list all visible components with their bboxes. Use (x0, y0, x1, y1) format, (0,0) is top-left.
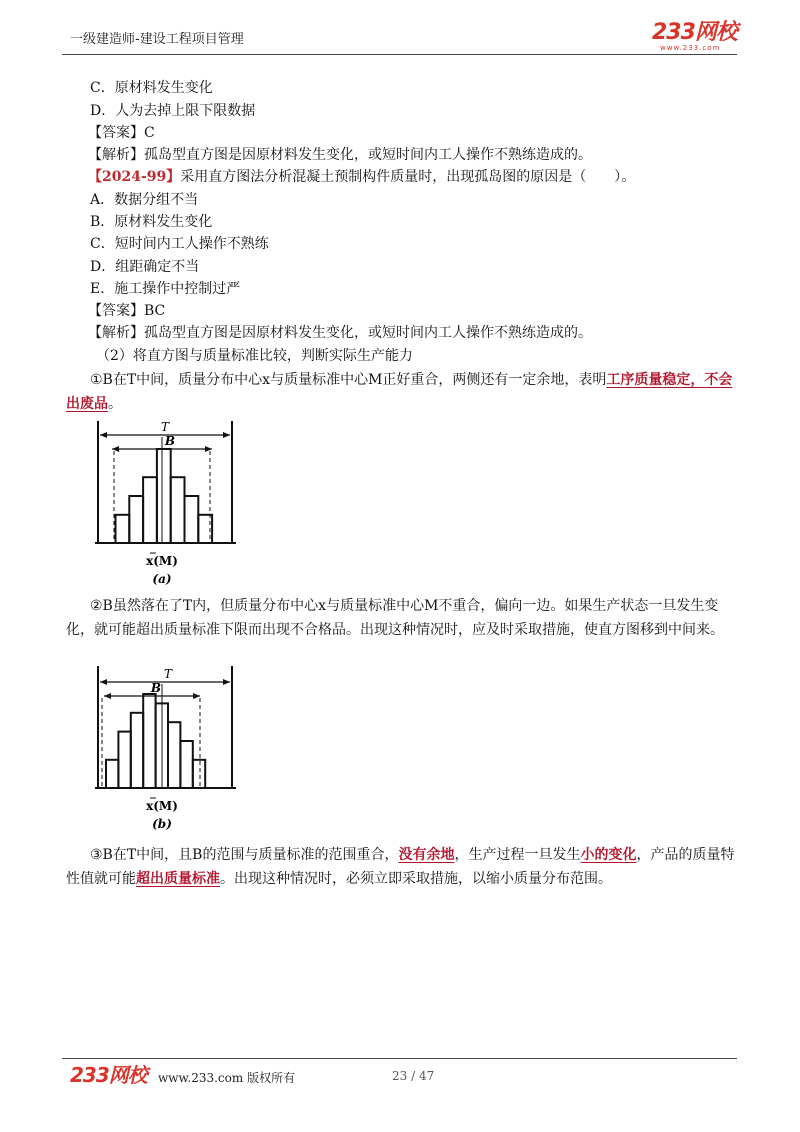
x-axis-label: x(M) (146, 554, 178, 568)
figure-caption-b: (b) (152, 817, 172, 831)
question-option-c: C．短时间内工人操作不熟练 (90, 236, 269, 252)
figure-caption-a: (a) (152, 572, 172, 586)
paragraph-3 (66, 843, 746, 891)
logo-url: www.233.com (660, 44, 721, 52)
histogram-bar (143, 694, 155, 788)
paragraph-3-text-3: ，产品的质量特性值就可能 (66, 847, 735, 887)
option-d: D．人为去掉上限下限数据 (90, 103, 256, 119)
question-option-b: B．原材料发生变化 (90, 214, 213, 230)
question-option-e: E．施工操作中控制过严 (90, 281, 241, 297)
paragraph-1 (66, 368, 746, 416)
paragraph-1-text: ①B在T中间，质量分布中心x与质量标准中心M正好重合，两侧还有一定余地，表明 (90, 372, 607, 388)
analysis-1: 【解析】孤岛型直方图是因原材料发生变化，或短时间内工人操作不熟练造成的。 (88, 147, 592, 163)
question-text: 采用直方图法分析混凝土预制构件质量时，出现孤岛图的原因是（ ）。 (180, 169, 636, 185)
x-axis-label: x(M) (146, 799, 178, 813)
paragraph-3-text-4: 。出现这种情况时，必须立即采取措施，以缩小质量分布范围。 (220, 871, 612, 887)
section-heading: （2）将直方图与质量标准比较，判断实际生产能力 (96, 348, 413, 364)
paragraph-3-emphasis-3: 超出质量标准 (136, 871, 220, 887)
label-t: T (160, 420, 170, 434)
footer-logo-text: 233网校 (70, 1063, 147, 1087)
logo-text: 233网校 (652, 20, 737, 45)
answer-2: 【答案】BC (88, 303, 166, 319)
paragraph-1-end: 。 (108, 396, 122, 412)
paragraph-3-text-2: ，生产过程一旦发生 (454, 847, 581, 863)
question (88, 167, 635, 187)
histogram-bar (193, 760, 205, 788)
analysis-2: 【解析】孤岛型直方图是因原材料发生变化，或短时间内工人操作不熟练造成的。 (88, 325, 592, 341)
paragraph-2 (66, 594, 746, 642)
question-option-a: A．数据分组不当 (90, 192, 199, 208)
footer-copyright[interactable]: www.233.com 版权所有 (158, 1071, 296, 1085)
histogram-bars-a (116, 449, 213, 543)
histogram-figure-a (90, 415, 240, 595)
histogram-bar (131, 713, 143, 788)
question-tag: 【2024-99】 (88, 169, 181, 185)
histogram-bar (168, 722, 180, 788)
histogram-bars-b (106, 694, 205, 788)
page-number: 23 / 47 (392, 1069, 435, 1083)
question-option-d: D．组距确定不当 (90, 259, 200, 275)
footer-divider (62, 1058, 737, 1059)
histogram-bar (185, 496, 199, 543)
footer-logo (70, 1064, 147, 1086)
logo (652, 22, 737, 52)
answer-1: 【答案】C (88, 125, 155, 141)
paragraph-3-text-1: ③B在T中间，且B的范围与质量标准的范围重合， (90, 847, 399, 863)
option-c: C．原材料发生变化 (90, 80, 213, 96)
histogram-bar (129, 496, 143, 543)
histogram-bar (106, 760, 118, 788)
histogram-bar (118, 732, 130, 788)
paragraph-2-text: ②B虽然落在了T内，但质量分布中心x与质量标准中心M不重合，偏向一边。如果生产状态一旦发生变化，就可能超出质量标准下限而出现不合格品。出现这种情况时，应及时采取措施，使直方图移到中间来。 (66, 598, 724, 638)
histogram-bar (171, 477, 185, 543)
histogram-figure-b (90, 660, 240, 840)
label-t: T (163, 667, 173, 681)
paragraph-1-emphasis: 工序质量稳定，不会出废品 (66, 372, 733, 412)
histogram-bar (116, 515, 130, 543)
histogram-bar (143, 477, 157, 543)
header-title: 一级建造师-建设工程项目管理 (70, 32, 244, 47)
histogram-bar (180, 741, 192, 788)
histogram-bar (157, 449, 171, 543)
paragraph-3-emphasis-1: 没有余地 (398, 847, 455, 863)
paragraph-3-emphasis-2: 小的变化 (580, 847, 637, 863)
label-b: B (150, 681, 162, 695)
label-b: B (164, 434, 176, 448)
header-divider (62, 54, 737, 55)
